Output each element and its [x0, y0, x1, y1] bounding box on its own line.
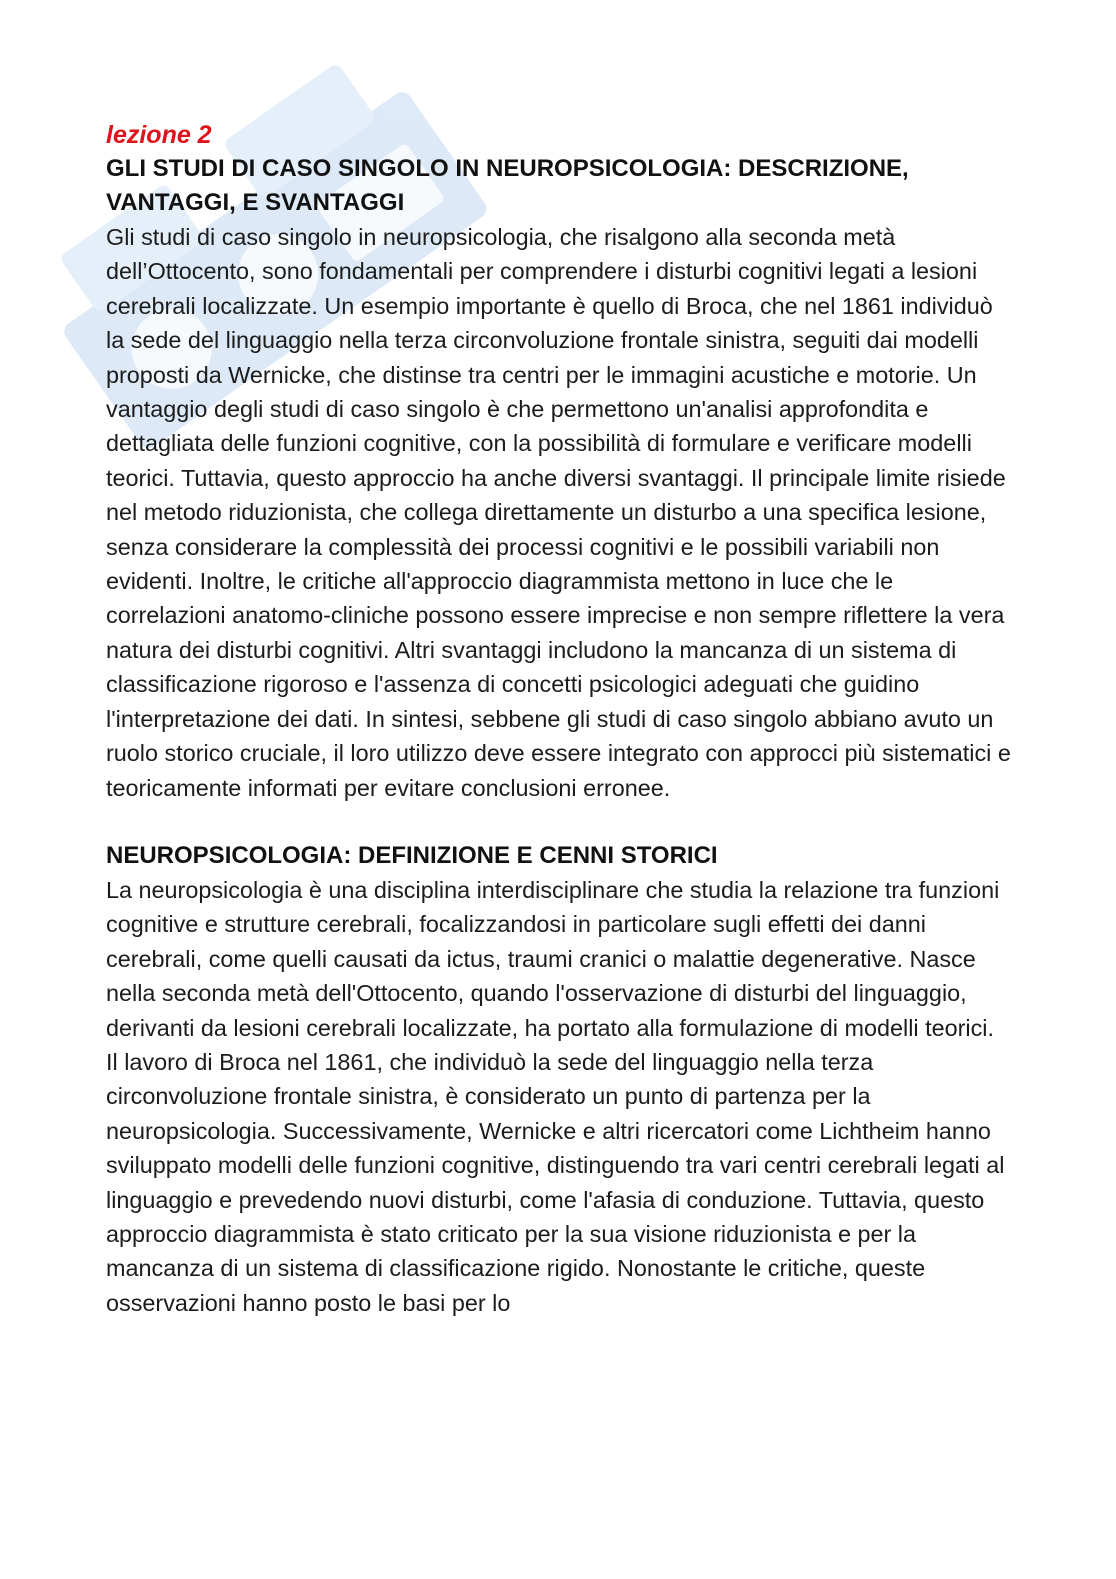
section-heading-definition: NEUROPSICOLOGIA: DEFINIZIONE E CENNI STORICI	[106, 841, 718, 869]
section-spacer	[106, 805, 1011, 839]
section-body-definition: La neuropsicologia è una disciplina interdisciplinare che studia la relazione tra funzioni cognitive e strutture cerebrali, focalizzandosi in particolare sugli effetti dei danni cerebrali, come quelli causati da ictus, traumi cranici o malattie degenerative. Nasce nella seconda metà dell'Ottocento, quando l'osservazione di disturbi del linguaggio, derivanti da lesioni cerebrali localizzate, ha portato alla formulazione di modelli teorici. Il lavoro di Broca nel 1861, che individuò la sede del linguaggio nella terza circonvoluzione frontale sinistra, è considerato un punto di partenza per la neuropsicologia. Successivamente, Wernicke e altri ricercatori come Lichtheim hanno sviluppato modelli delle funzioni cognitive, distinguendo tra vari centri cerebrali legati al linguaggio e prevedendo nuovi disturbi, come l'afasia di conduzione. Tuttavia, questo approccio diagrammista è stato criticato per la sua visione riduzionista e per la mancanza di un sistema di classificazione rigido. Nonostante le critiche, queste osservazioni hanno posto le basi per lo	[106, 876, 1005, 1316]
lesson-label: lezione 2	[106, 121, 212, 149]
section-body-case-studies: Gli studi di caso singolo in neuropsicologia, che risalgono alla seconda metà dell’Ottocento, sono fondamentali per comprendere i disturbi cognitivi legati a lesioni cerebrali localizzate. Un esempio importante è quello di Broca, che nel 1861 individuò la sede del linguaggio nella terza circonvoluzione frontale sinistra, seguiti dai modelli proposti da Wernicke, che distinse tra centri per le immagini acustiche e motorie. Un vantaggio degli studi di caso singolo è che permettono un'analisi approfondita e dettagliata delle funzioni cognitive, con la possibilità di formulare e verificare modelli teorici. Tuttavia, questo approccio ha anche diversi svantaggi. Il principale limite risiede nel metodo riduzionista, che collega direttamente un disturbo a una specifica lesione, senza considerare la complessità dei processi cognitivi e le possibili variabili non evidenti. Inoltre, le critiche all'approccio diagrammista mettono in luce che le correlazioni anatomo-cliniche possono essere imprecise e non sempre riflettere la vera natura dei disturbi cognitivi. Altri svantaggi includono la mancanza di un sistema di classificazione rigoroso e l'assenza di concetti psicologici adeguati che guidino l'interpretazione dei dati. In sintesi, sebbene gli studi di caso singolo abbiano avuto un ruolo storico cruciale, il loro utilizzo deve essere integrato con approcci più sistematici e teoricamente informati per evitare conclusioni erronee.	[106, 224, 1011, 801]
document-page	[106, 118, 1011, 1320]
section-heading-case-studies: GLI STUDI DI CASO SINGOLO IN NEUROPSICOLOGIA: DESCRIZIONE, VANTAGGI, E SVANTAGGI	[106, 155, 909, 216]
